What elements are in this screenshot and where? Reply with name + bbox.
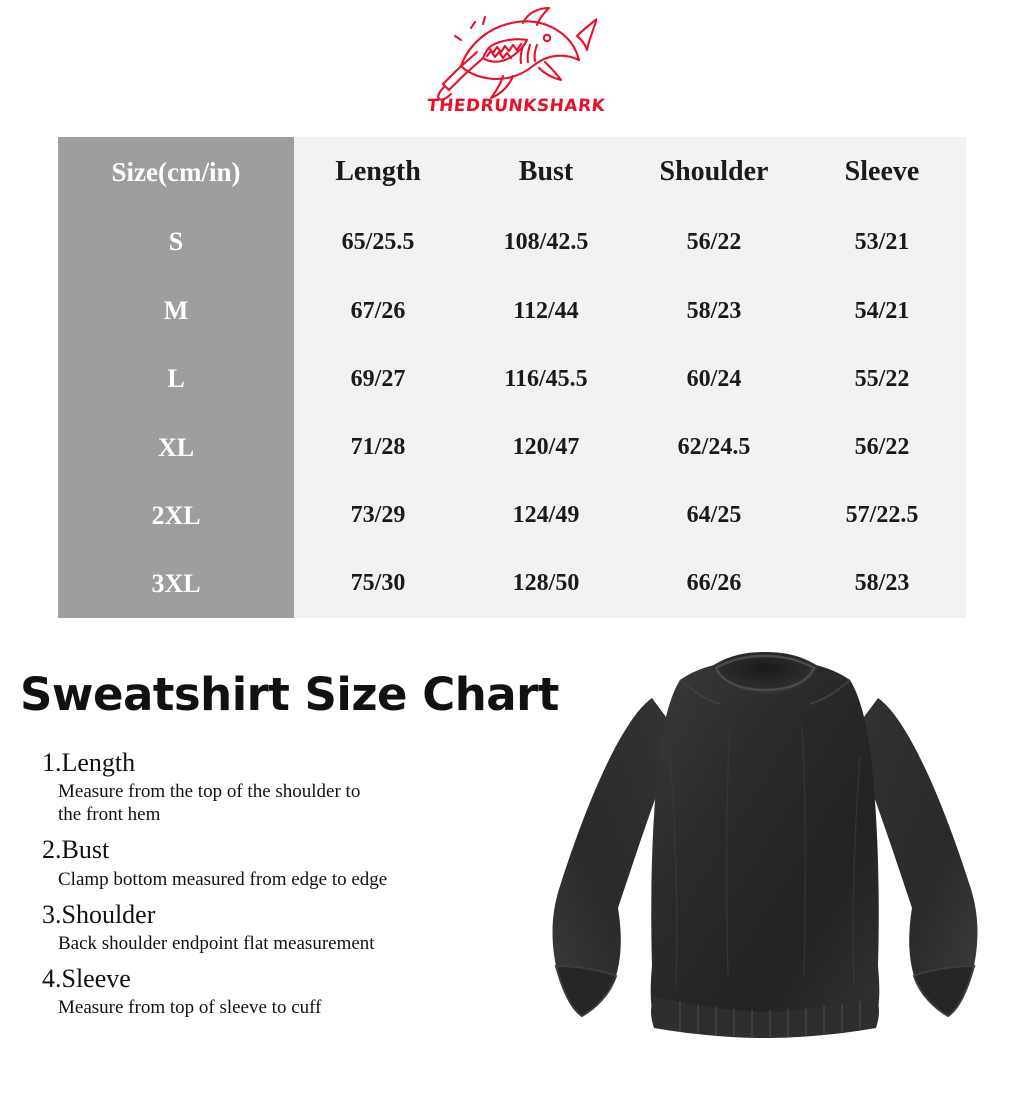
cell-sleeve: 58/23 — [854, 570, 910, 597]
cell-length: 65/25.5 — [341, 228, 415, 255]
measurement-item-bust — [38, 832, 598, 890]
cell-length: 71/28 — [350, 434, 406, 461]
shark-logo-icon — [427, 6, 597, 101]
measurement-heading: 1.Length — [42, 748, 136, 777]
page-title: Sweatshirt Size Chart — [20, 668, 559, 721]
product-image — [530, 636, 1000, 1066]
column-header-sleeve: Sleeve — [844, 156, 920, 187]
cell-shoulder: 66/26 — [686, 570, 742, 597]
cell-sleeve: 57/22.5 — [845, 502, 919, 529]
cell-size: XL — [157, 432, 195, 462]
cell-sleeve: 55/22 — [854, 365, 910, 392]
measurement-item-length — [38, 745, 598, 826]
table-header-row — [58, 137, 966, 207]
column-header-shoulder: Shoulder — [659, 156, 769, 187]
brand-name: THEDRUNKSHARK — [425, 95, 607, 116]
cell-sleeve: 54/21 — [854, 297, 910, 324]
measurement-item-shoulder — [38, 897, 598, 955]
cell-length: 69/27 — [350, 365, 406, 392]
cell-size: 2XL — [151, 500, 201, 530]
cell-bust: 112/44 — [513, 297, 579, 324]
sweatshirt-body — [651, 660, 880, 1030]
cell-size: L — [167, 364, 185, 394]
cell-length: 67/26 — [350, 297, 406, 324]
measurement-description: Clamp bottom measured from edge to edge — [58, 868, 388, 890]
measurement-heading: 4.Sleeve — [42, 963, 131, 993]
cell-bust: 124/49 — [512, 502, 580, 529]
measurement-description: Measure from top of sleeve to cuff — [58, 997, 322, 1019]
cell-shoulder: 62/24.5 — [677, 434, 751, 461]
cell-sleeve: 56/22 — [854, 434, 910, 461]
measurement-item-sleeve — [38, 961, 598, 1019]
cell-shoulder: 60/24 — [686, 365, 742, 392]
cell-size: 3XL — [151, 568, 201, 598]
brand-logo — [0, 4, 1024, 119]
column-header-length: Length — [335, 156, 421, 187]
cell-size: S — [168, 227, 184, 257]
cuff-right — [914, 966, 974, 1016]
cell-shoulder: 56/22 — [686, 228, 742, 255]
size-chart-table — [58, 137, 966, 618]
cell-bust: 128/50 — [512, 570, 580, 597]
column-header-bust: Bust — [518, 156, 574, 187]
cell-length: 73/29 — [350, 502, 406, 529]
cell-length: 75/30 — [350, 570, 406, 597]
measurement-heading: 2.Bust — [42, 835, 110, 865]
cell-sleeve: 53/21 — [854, 228, 910, 255]
cuff-left — [556, 966, 616, 1016]
measurement-description: Back shoulder endpoint flat measurement — [58, 932, 375, 954]
table-row — [58, 482, 966, 550]
cell-bust: 116/45.5 — [504, 365, 588, 392]
cell-bust: 120/47 — [512, 434, 580, 461]
table-row — [58, 277, 966, 345]
cell-size: M — [163, 296, 189, 326]
cell-bust: 108/42.5 — [503, 228, 589, 255]
cell-shoulder: 58/23 — [686, 297, 742, 324]
measurement-instructions — [38, 745, 598, 1025]
table-row — [58, 207, 966, 277]
cell-shoulder: 64/25 — [686, 502, 742, 529]
black-crewneck-sweatshirt-photo — [530, 636, 1000, 1066]
table-row — [58, 413, 966, 481]
table-row — [58, 550, 966, 618]
measurement-heading: 3.Shoulder — [42, 899, 156, 929]
column-header-size: Size(cm/in) — [111, 156, 241, 187]
measurement-description: Measure from the top of the shoulder to the front hem — [58, 781, 361, 826]
table-row — [58, 345, 966, 413]
